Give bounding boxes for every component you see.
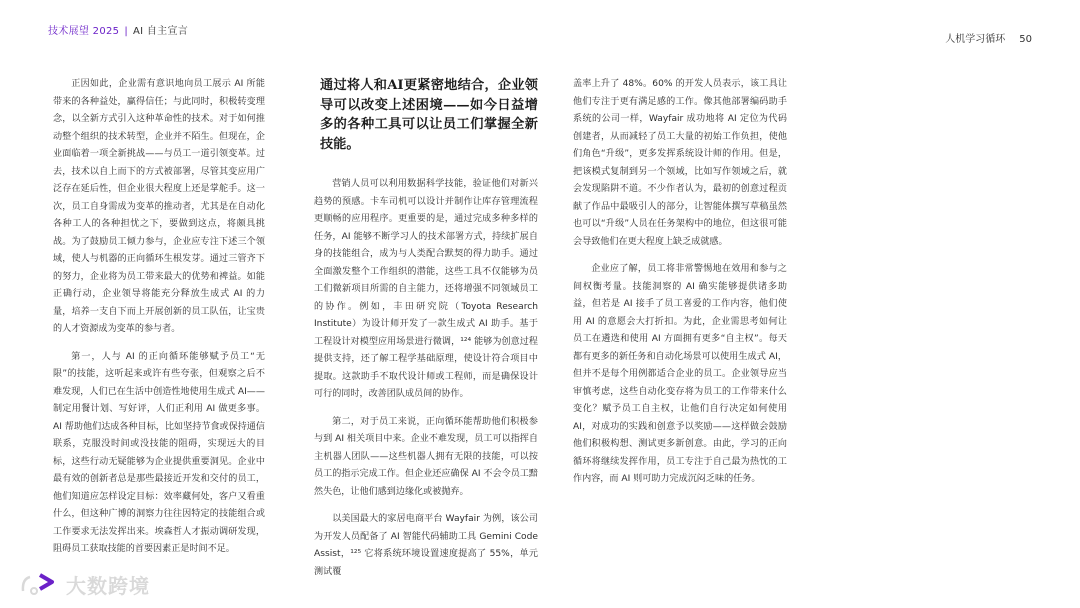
text-column-middle [302,76,538,591]
text-column-right [573,76,787,499]
paragraph: 营销人员可以利用数据科学技能，验证他们对新兴趋势的预感。卡车司机可以设计并制作让库存管理流程更顺畅的应用程序。更重要的是，通过完成多种多样的任务，AI 能够不断学习人的技术部署方式，持续扩展自身的技能组合，成为与人类配合默契的得力助手。通过全面激发整个工作组织的潜能，这些工具不仅能够为员工们微新项目所需的自主能力，还将增强不同领域员工的协作。例如，丰田研究院（Toyota Research Institute）为设计师开发了一款生成式 AI 助手。基于工程设计对模型应用场景进行微调，¹²⁴ 能够为创意过程提供支持，还了解工程学基础原理，使设计符合项目中提取。这款助手不取代设计师或工程师，而是确保设计可行的同时，改善团队成员间的协作。 [314,179,538,399]
page-header [945,30,1032,45]
paragraph: 盖率上升了 48%。60% 的开发人员表示，该工具让他们专注于更有满足感的工作。像其他部署编码助手系统的公司一样，Wayfair 成功地将 AI 定位为代码创建者，从而减轻了员工大量的初始工作负担，使他们角色“升级”，更多发挥系统设计师的作用。但是，把该模式复制到另一个领域，比如写作领域之后，就会发现陷阱不道。不少作者认为，最初的创意过程贡献了作品中最吸引人的部分，让智能体撰写草稿虽然也可以“升级”人员在任务架构中的地位，但这很可能会导致他们在更大程度上缺乏成就感。 [573,79,787,247]
logo-text: 大数跨境 [66,573,150,598]
header-separator: | [124,26,128,37]
chapter-title: 人机学习循环 [945,34,1006,45]
watermark-logo [20,570,150,598]
paragraph: 企业应了解，员工将非常警惕地在效用和参与之间权衡考量。技能洞察的 AI 确实能够提供诸多助益，但若是 AI 接手了员工喜爱的工作内容，他们使用 AI 的意愿会大打折扣。为此，企业需思考如何让员工在遴选和使用 AI 方面拥有更多“自主权”。每天都有更多的新任务和自动化场景可以使用生成式 AI，但并不是每个用例都适合企业的员工。企业领导应当审慎考虑，这些自动化变存将为员工的工作带来什么变化？赋予员工自主权，让他们自行决定如何使用 AI，对成功的实践和创意予以奖励——这样做会鼓励他们积极构想、测试更多新创意。由此，学习的正向循环将继续发挥作用，员工专注于自己最为热忱的工作内容，而 AI 则可助力完成沉闷乏味的任务。 [573,264,787,484]
report-header [48,22,188,37]
pull-quote: 通过将人和AI更紧密地结合，企业领导可以改变上述困境——如今日益增多的各种工具可以让员工们掌握全新技能。 [320,78,538,152]
paragraph: 第二，对于员工来说，正向循环能帮助他们积极参与到 AI 相关项目中来。企业不难发现，员工可以指挥自主机器人团队——这些机器人拥有无限的技能，可以按员工的指示完成工作。但企业还应确保 AI 不会令员工黯然失色，让他们感到边缘化或被抛弃。 [314,416,538,497]
paragraph: 以美国最大的家居电商平台 Wayfair 为例，该公司为开发人员配备了 AI 智能代码辅助工具 Gemini Code Assist，¹²⁵ 它将系统环境设置速度提高了 55%，单元测试覆 [314,514,538,577]
paragraph: 第一，人与 AI 的正向循环能够赋予员工“无限”的技能，这听起来或许有些夸张，但观察之后不难发现，人们已在生活中创造性地使用生成式 AI——制定用餐计划、写好评，人们正利用 AI 做更多事。AI 帮助他们达成各种目标，比如坚持节食或保持通信联系，克服没时间或没技能的阻碍，实现远大的目标，这些行动无疑能够为企业提供重要洞见。企业中最有效的创新者总是那些最接近开发和交付的员工，他们知道应怎样设定目标：效率藏何处，客户又看重什么，但这种广博的洞察力往往因特定的技能组合或工作要求无法发挥出来。埃森哲人才振动调研发现，阻碍员工获取技能的首要因素正是时间不足。 [53,351,265,554]
section-title: AI 自主宣言 [133,26,189,37]
logo-icon [20,571,60,597]
report-title: 技术展望 2025 [48,26,120,37]
page-number: 50 [1019,34,1032,45]
paragraph: 正因如此，企业需有意识地向员工展示 AI 所能带来的各种益处，赢得信任；与此同时，积极转变理念，以全新方式引入这种革命性的技术。对于如何推动整个组织的技术转型，企业并不陌生。但现在，企业面临着一项全新挑战——与员工一道引领变革。过去，技术以自上而下的方式被部署，尽管其变应用广泛存在延后性，但企业很大程度上还是掌舵手。这一次，员工自身需成为变革的推动者，尤其是在自动化各种工人的各种担忧之下，要做到这点，将颇具挑战。为了鼓励员工倾力参与，企业应专注下述三个领域，使人与机器的正向循环生根发芽。通过三管齐下的努力，企业将为员工带来最大的优势和裨益。如能正确行动，企业领导将能充分释放生成式 AI 的力量，培养一支自下而上开展创新的员工队伍，让宝贵的人才资源成为变革的参与者。 [53,79,265,334]
text-column-left [53,76,265,569]
